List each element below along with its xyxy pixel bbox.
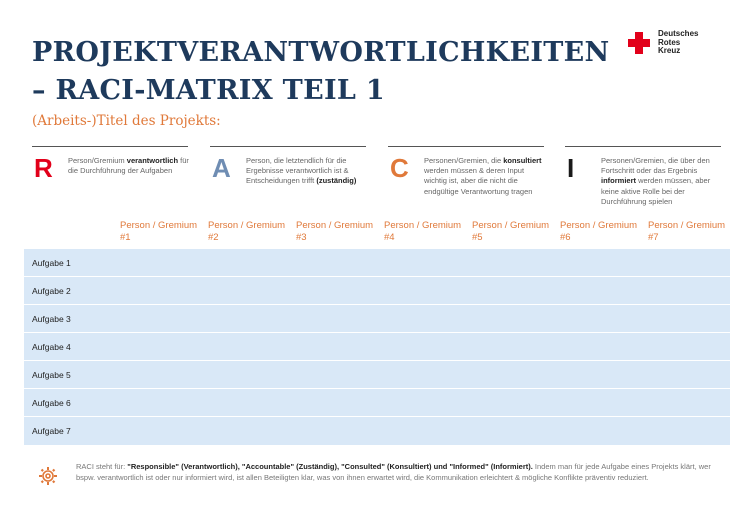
raci-letter-c: C: [390, 153, 409, 183]
project-title-label: (Arbeits-)Titel des Projekts:: [32, 113, 221, 129]
table-row[interactable]: [24, 361, 730, 389]
column-header: Person / Gremium #7: [648, 220, 726, 243]
column-header: Person / Gremium #2: [208, 220, 286, 243]
gear-icon: [38, 466, 58, 486]
raci-desc-i: Personen/Gremien, die über den Fortschritt oder das Ergebnis informiert werden müssen, aber keine aktive Rolle bei der Durchführung spielen: [601, 156, 711, 206]
logo-line-1: Deutsches: [658, 29, 699, 38]
table-row[interactable]: [24, 389, 730, 417]
raci-letter-a: A: [212, 153, 231, 183]
raci-letter-r: R: [34, 153, 53, 183]
drk-logo: [628, 30, 728, 60]
raci-letter-i: I: [567, 153, 575, 183]
footer-text: RACI steht für: "Responsible" (Verantwortlich), "Accountable" (Zuständig), "Consulted" (Konsultiert) und "Informed" (Informiert). Indem man für jede Aufgabe eines Projekts klärt, wer bspw. verantwortlich ist oder nur informiert wird, ist allen Beteiligten klar, was von ihnen erwartet wird, die Kommunikation erleichtert & mögliche Konflikte präventiv reduziert.: [76, 462, 711, 482]
column-header: Person / Gremium #1: [120, 220, 198, 243]
task-label: Aufgabe 3: [32, 314, 71, 324]
column-header: Person / Gremium #5: [472, 220, 550, 243]
logo-line-3: Kreuz: [658, 46, 681, 55]
logo-text: [658, 30, 698, 56]
column-header: Person / Gremium #3: [296, 220, 374, 243]
title-line-2: – RACI-MATRIX TEIL 1: [32, 75, 385, 106]
table-row[interactable]: [24, 249, 730, 277]
task-label: Aufgabe 7: [32, 426, 71, 436]
raci-desc-r: Person/Gremium verantwortlich für die Durchführung der Aufgaben: [68, 156, 189, 176]
column-header: Person / Gremium #4: [384, 220, 462, 243]
table-row[interactable]: [24, 333, 730, 361]
raci-desc-c: Personen/Gremien, die konsultiert werden müssen & deren Input wichtig ist, aber die nicht die endgültige Verantwortung tragen: [424, 156, 542, 196]
task-label: Aufgabe 2: [32, 286, 71, 296]
table-row[interactable]: [24, 277, 730, 305]
table-row[interactable]: [24, 417, 730, 445]
table-row[interactable]: [24, 305, 730, 333]
raci-matrix: [24, 249, 730, 445]
matrix-column-headers: [24, 220, 730, 246]
red-cross-icon: [628, 32, 650, 54]
task-label: Aufgabe 5: [32, 370, 71, 380]
page-title: [32, 34, 632, 110]
logo-line-2: Rotes: [658, 37, 681, 47]
task-label: Aufgabe 4: [32, 342, 71, 352]
column-header: Person / Gremium #6: [560, 220, 638, 243]
task-label: Aufgabe 1: [32, 258, 71, 268]
task-label: Aufgabe 6: [32, 398, 71, 408]
title-line-1: PROJEKTVERANTWORTLICHKEITEN: [32, 37, 610, 68]
raci-desc-a: Person, die letztendlich für die Ergebnisse verantwortlich ist & Entscheidungen trifft (zuständig): [246, 156, 357, 186]
